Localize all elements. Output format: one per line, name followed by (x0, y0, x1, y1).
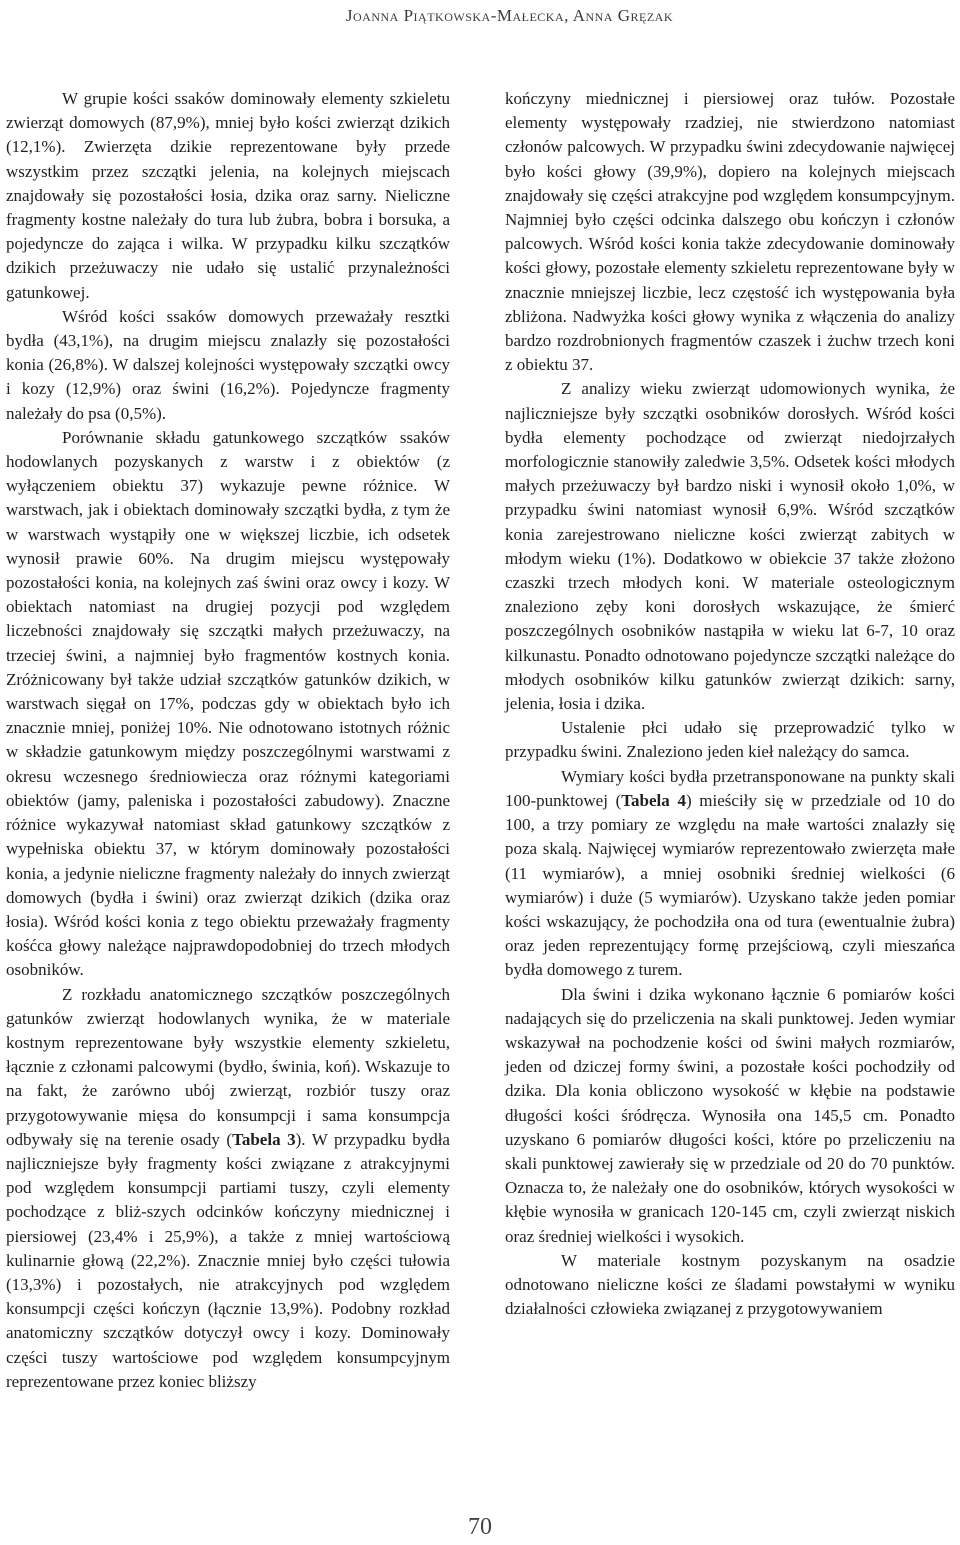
paragraph (505, 377, 955, 716)
paragraph-text: Z rozkładu anatomicznego szczątków poszczególnych gatunków zwierząt hodowlanych wynika, że w materiale kostnym reprezentowane były wszystkie elementy szkieletu, łącznie z członami palcowymi (bydło, świnia, koń). Wskazuje to na fakt, że zarówno ubój zwierząt, rozbiór tuszy oraz przygotowywanie mięsa do konsumpcji i sama konsumpcja odbywały się na terenie osady ( (6, 984, 450, 1149)
running-title: Joanna Piątkowska-Małecka, Anna Gręzak (345, 6, 673, 25)
paragraph-text: Z analizy wieku zwierząt udomowionych wynika, że najliczniejsze były szczątki osobników dorosłych. Wśród kości bydła elementy pochodzące od zwierząt niedojrzałych morfologicznie stanowiły zaledwie 3,5%. Odsetek kości młodych małych przeżuwaczy był bardzo niski i wynosił około 1,0%, w przypadku świni natomiast wynosił 6,9%. Wśród szczątków konia zarejestrowano nieliczne kości zwierząt zabitych w młodym wieku (1%). Dodatkowo w obiekcie 37 także złożono czaszki trzech młodych koni. W materiale osteologicznym znaleziono zęby koni dorosłych wskazujące, że śmierć poszczególnych osobników nastąpiła w wieku lat 6-7, 10 oraz kilkunastu. Ponadto odnotowano pojedyncze szczątki należące do młodych osobników kilku gatunków zwierząt dzikich: sarny, jelenia, łosia i dzika. (505, 379, 955, 714)
paragraph-text: ) mieściły się w przedziale od 10 do 100, a trzy pomiary ze względu na małe wartości znalazły się poza skalą. Najwięcej wymiarów reprezentowało zwierzęta małe (11 wymiarów), a mniej osobniki średniej wielkości (6 wymiarów) i duże (5 wymiarów). Uzyskano także jeden pomiar kości wskazujący, że pochodziła ona od tura (ewentualnie żubra) oraz jeden reprezentujący formę przejściową, czyli mieszańca bydła domowego z turem. (505, 790, 955, 980)
table-reference: Tabela 3 (232, 1129, 296, 1149)
paragraph (6, 426, 450, 983)
running-header (0, 0, 960, 40)
paragraph-text: Wymiary kości bydła przetransponowane na punkty skali 100-punktowej ( (505, 766, 955, 810)
table-reference: Tabela 4 (621, 790, 686, 810)
paragraph (6, 87, 450, 305)
paragraph (505, 87, 955, 377)
paragraph (505, 716, 955, 764)
paragraph (6, 305, 450, 426)
paragraph-text: Porównanie składu gatunkowego szczątków ssaków hodowlanych pozyskanych z warstw i z obiektów (z wyłączeniem obiektu 37) wykazuje pewne różnice. W warstwach, jak i obiektach dominowały szczątki bydła, z tym że w warstwach wystąpiły one w większej liczbie, ich odsetek wynosił prawie 60%. Na drugim miejscu występowały pozostałości konia, na kolejnych zaś świni oraz owcy i kozy. W obiektach natomiast na drugiej pozycji pod względem liczebności znajdowały się szczątki małych przeżuwaczy, na trzeciej świni, a najmniej było fragmentów kostnych konia. Zróżnicowany był także udział szczątków gatunków dzikich, w warstwach sięgał on 17%, podczas gdy w obiektach było ich znacznie mniej, poniżej 10%. Nie odnotowano istotnych różnic w składzie gatunkowym między poszczególnymi warstwami z okresu wczesnego średniowiecza oraz różnymi kategoriami obiektów (jamy, paleniska i pozostałości zabudowy). Znaczne różnice wykazywał natomiast skład gatunkowy szczątków z wypełniska obiektu 37, w którym dominowały pozostałości konia, a jedynie nieliczne fragmenty należały do innych zwierząt domowych (bydła i świni) oraz zwierząt dzikich (dzika oraz łosia). Wśród kości konia z tego obiektu przeważały fragmenty kośćca głowy należące najprawdopodobniej do trzech młodych osobników. (6, 427, 450, 980)
left-text-column (6, 87, 450, 1394)
paragraph-text: Dla świni i dzika wykonano łącznie 6 pomiarów kości nadających się do przeliczenia na skali punktowej. Jeden wymiar wskazywał na pochodzenie kości od świni małych rozmiarów, jeden od dziczej formy świni, a pozostałe kości pochodziły od dzika. Dla konia obliczono wysokość w kłębie na podstawie długości kości śródręcza. Wynosiła ona 145,5 cm. Ponadto uzyskano 6 pomiarów długości kości, które po przeliczeniu na skali punktowej zawierały się w przedziale od 20 do 70 punktów. Oznacza to, że należały one do osobników, których wysokości w kłębie wynosiła w granicach 120-145 cm, czyli zwierząt niskich oraz średniej wielkości i wysokich. (505, 984, 955, 1246)
paragraph-text: Wśród kości ssaków domowych przeważały resztki bydła (43,1%), na drugim miejscu znalazły się pozostałości konia (26,8%). W dalszej kolejności występowały szczątki owcy i kozy (12,9%) oraz świni (16,2%). Pojedyncze fragmenty należały do psa (0,5%). (6, 306, 450, 423)
paragraph (505, 1249, 955, 1322)
page-number: 70 (468, 1514, 492, 1540)
paragraph-text: kończyny miednicznej i piersiowej oraz tułów. Pozostałe elementy występowały rzadziej, nie stwierdzono natomiast członów palcowych. W przypadku świni zdecydowanie najwięcej było kości głowy (39,9%), dopiero na kolejnych miejscach znajdowały się części atrakcyjne pod względem konsumpcyjnym. Najmniej było części odcinka dalszego obu kończyn i członów palcowych. Wśród kości konia także zdecydowanie dominowały kości głowy, pozostałe elementy szkieletu reprezentowane były w znacznie mniejszej liczbie, lecz częstość ich występowania była zbliżona. Nadwyżka kości głowy wynika z włączenia do analizy bardzo rozdrobnionych fragmentów czaszek i żuchw trzech koni z obiektu 37. (505, 89, 955, 375)
paragraph (6, 983, 450, 1394)
paragraph (505, 983, 955, 1249)
paragraph-text: ). W przypadku bydła najliczniejsze były fragmenty kości związane z atrakcyjnymi pod względem konsumpcji partiami tuszy, czyli elementy pochodzące z bliż-szych odcinków kończyny miednicznej i piersiowej (23,4% i 25,9%), a także z mniej wartościową kulinarnie głową (22,2%). Znacznie mniej było części tułowia (13,3%) i pozostałych, nie atrakcyjnych pod względem konsumpcji części kończyn (łącznie 13,9%). Podobny rozkład anatomiczny szczątków dotyczył owcy i kozy. Dominowały części tuszy wartościowe pod względem konsumpcyjnym reprezentowane przez koniec bliższy (6, 1129, 450, 1391)
paragraph-text: Ustalenie płci udało się przeprowadzić tylko w przypadku świni. Znaleziono jeden kieł należący do samca. (505, 718, 955, 762)
right-text-column (505, 87, 955, 1321)
paragraph-text: W grupie kości ssaków dominowały elementy szkieletu zwierząt domowych (87,9%), mniej było kości zwierząt dzikich (12,1%). Zwierzęta dzikie reprezentowane były przede wszystkim przez szczątki jelenia, na kolejnych miejscach znajdowały się pozostałości łosia, dzika oraz sarny. Nieliczne fragmenty kostne należały do tura lub żubra, bobra i borsuka, a pojedyncze do zająca i wilka. W przypadku kilku szczątków dzikich przeżuwaczy nie udało się ustalić przynależności gatunkowej. (6, 89, 450, 302)
paragraph-text: W materiale kostnym pozyskanym na osadzie odnotowano nieliczne kości ze śladami powstałymi w wyniku działalności człowieka związanej z przygotowywaniem (505, 1250, 955, 1319)
paragraph (505, 765, 955, 983)
